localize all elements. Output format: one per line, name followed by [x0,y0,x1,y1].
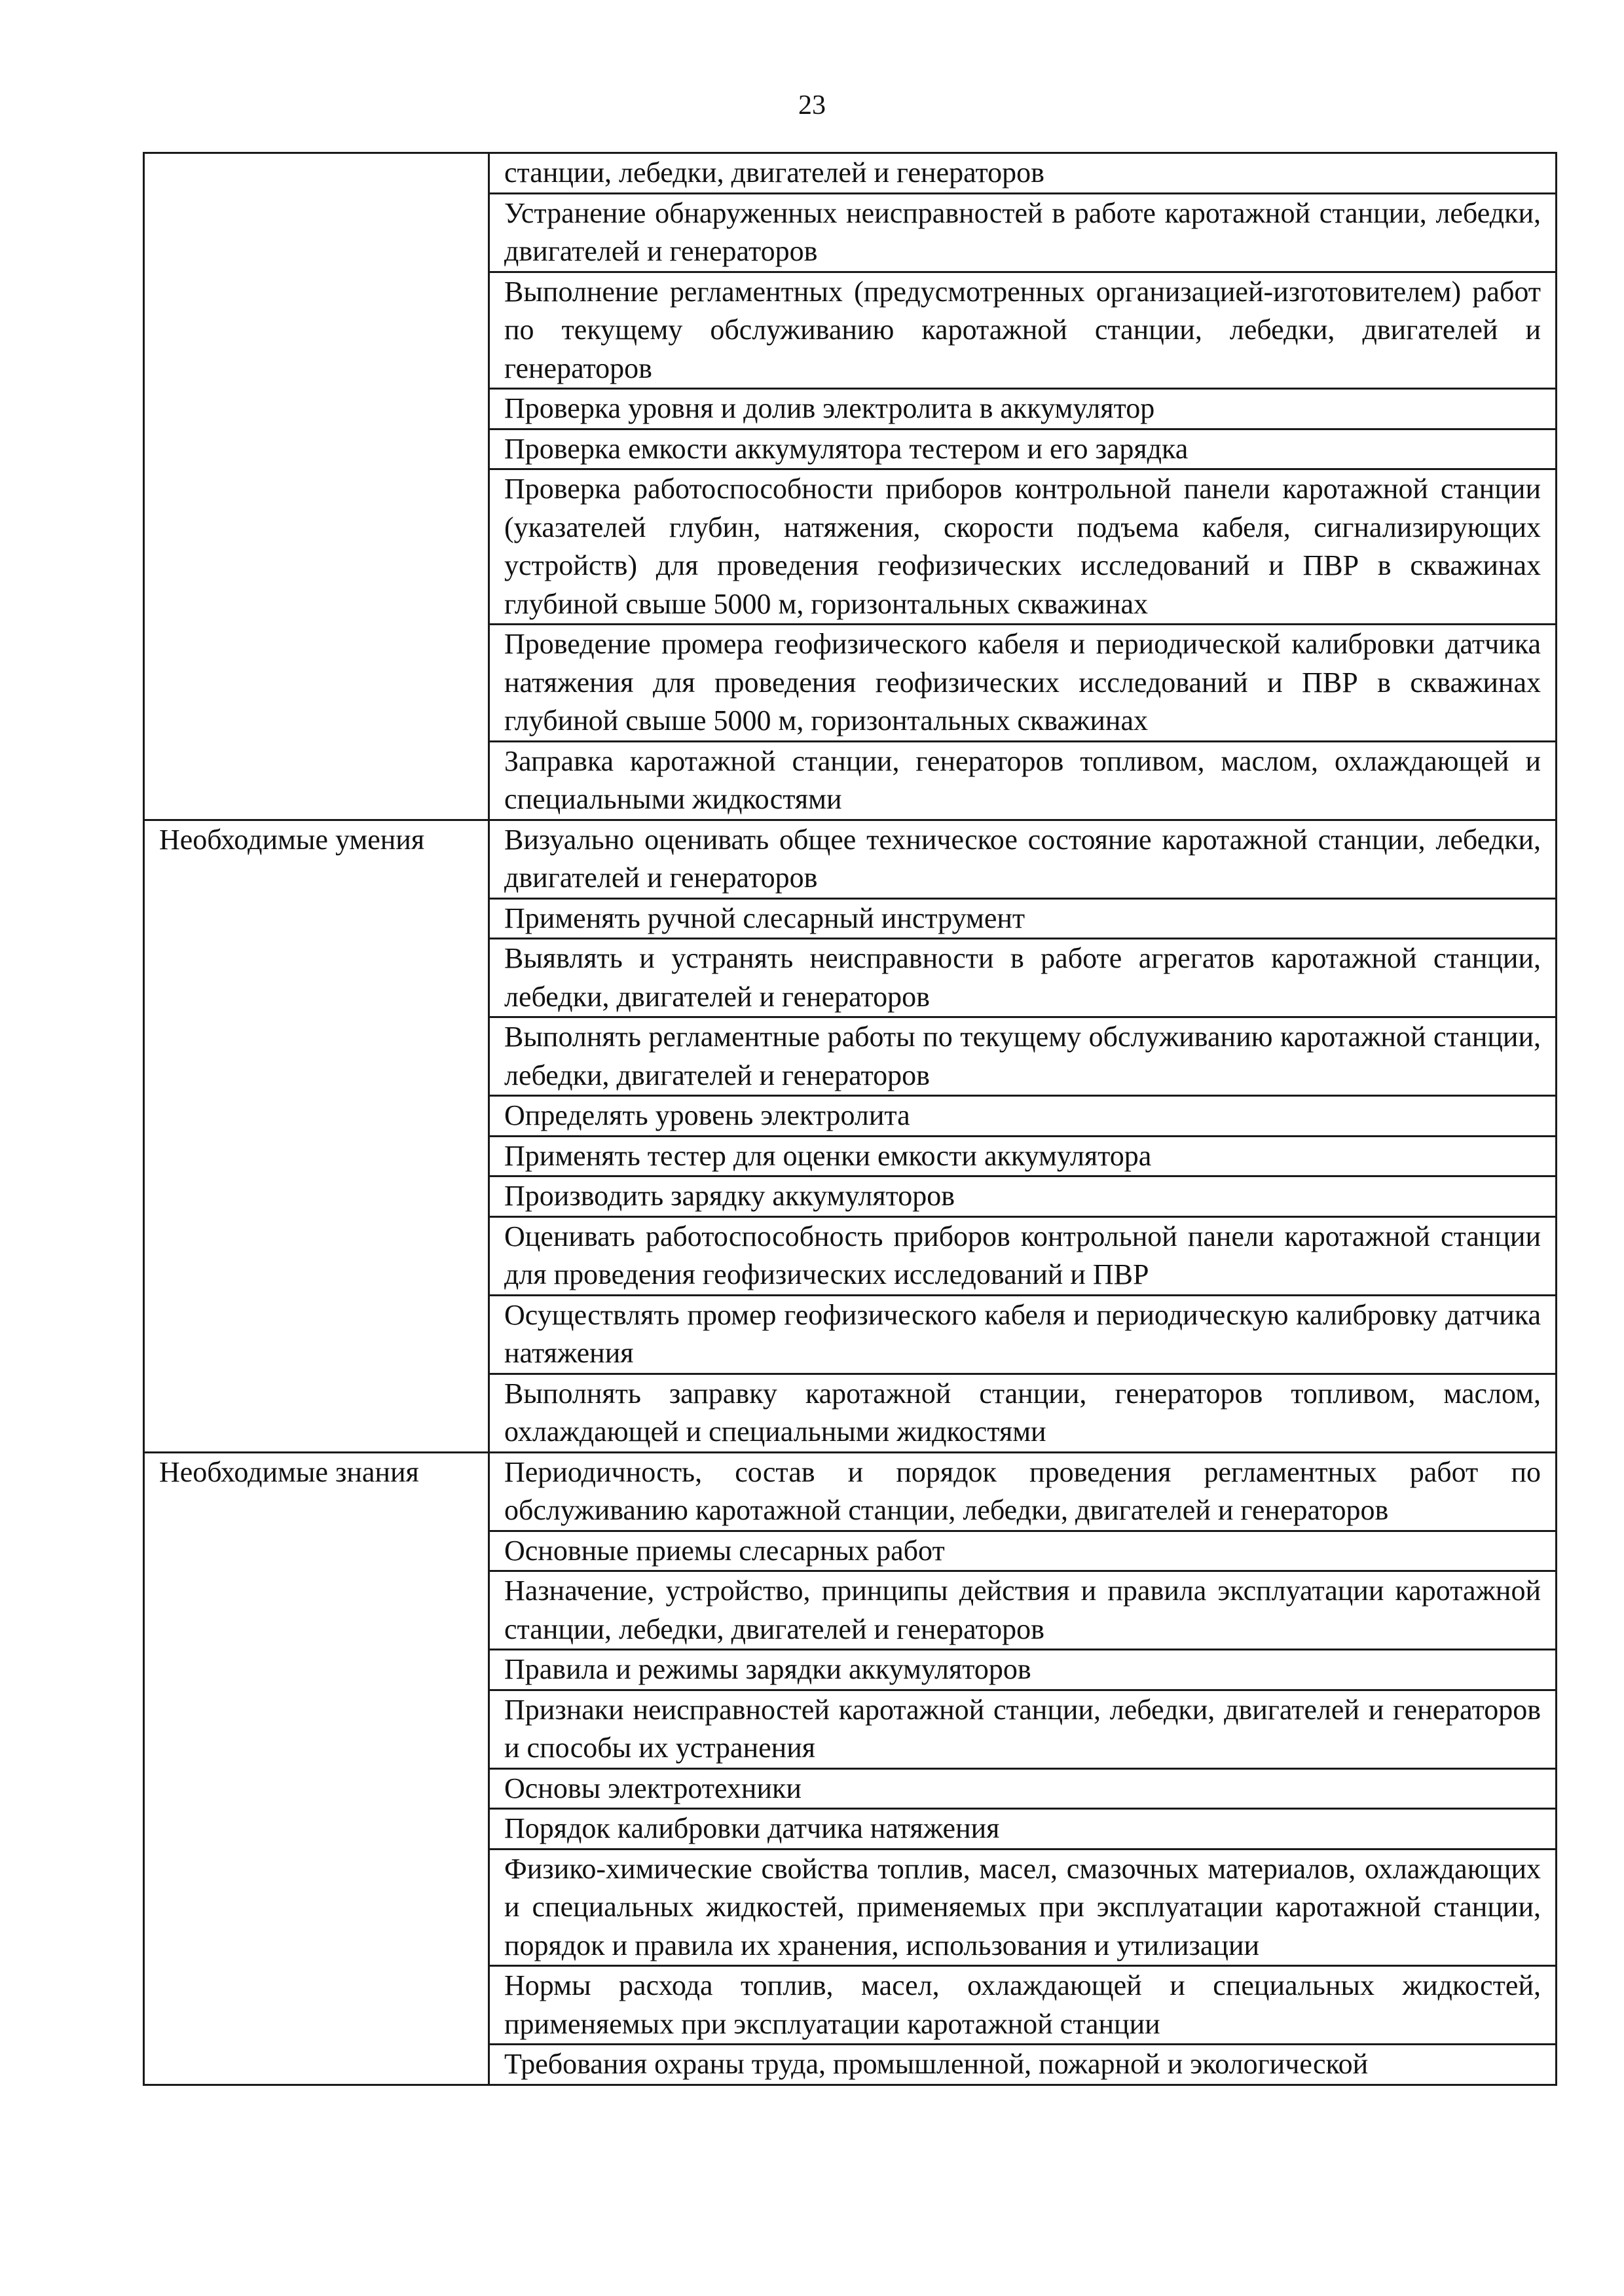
requirement-cell: Проверка уровня и долив электролита в аккумулятор [489,389,1557,429]
table-row [144,1452,1557,1531]
requirement-cell: Требования охраны труда, промышленной, пожарной и экологической [489,2045,1557,2085]
requirement-cell: Периодичность, состав и порядок проведения регламентных работ по обслуживанию каротажной станции, лебедки, двигателей и генераторов [489,1452,1557,1531]
requirement-cell: Правила и режимы зарядки аккумуляторов [489,1650,1557,1690]
section-label-cell: Необходимые умения [144,820,489,1452]
section-label-cell [144,153,489,820]
requirement-cell: Проверка емкости аккумулятора тестером и его зарядка [489,429,1557,469]
requirement-cell: Применять тестер для оценки емкости аккумулятора [489,1136,1557,1176]
requirement-cell: Устранение обнаруженных неисправностей в работе каротажной станции, лебедки, двигателей и генераторов [489,193,1557,272]
requirement-cell: Основные приемы слесарных работ [489,1531,1557,1571]
requirements-table-body [144,153,1557,2085]
requirement-cell: Определять уровень электролита [489,1096,1557,1137]
section-label-cell: Необходимые знания [144,1452,489,2085]
requirement-cell: Визуально оценивать общее техническое состояние каротажной станции, лебедки, двигателей и генераторов [489,820,1557,898]
requirement-cell: Порядок калибровки датчика натяжения [489,1809,1557,1850]
requirement-cell: Заправка каротажной станции, генераторов топливом, маслом, охлаждающей и специальными жидкостями [489,741,1557,820]
requirement-cell: Применять ручной слесарный инструмент [489,898,1557,939]
requirement-cell: Осуществлять промер геофизического кабеля и периодическую калибровку датчика натяжения [489,1295,1557,1374]
table-row [144,153,1557,194]
requirement-cell: Выполнять регламентные работы по текущему обслуживанию каротажной станции, лебедки, двигателей и генераторов [489,1017,1557,1096]
requirement-cell: Назначение, устройство, принципы действия и правила эксплуатации каротажной станции, лебедки, двигателей и генераторов [489,1571,1557,1650]
requirement-cell: Выполнение регламентных (предусмотренных организацией-изготовителем) работ по текущему обслуживанию каротажной станции, лебедки, двигателей и генераторов [489,272,1557,389]
requirements-table [143,152,1557,2086]
requirement-cell: Проведение промера геофизического кабеля и периодической калибровки датчика натяжения для проведения геофизических исследований и ПВР в скважинах глубиной свыше 5000 м, горизонтальных скважинах [489,625,1557,742]
requirement-cell: Основы электротехники [489,1768,1557,1809]
requirement-cell: Признаки неисправностей каротажной станции, лебедки, двигателей и генераторов и способы их устранения [489,1690,1557,1768]
table-row [144,820,1557,898]
requirement-cell: станции, лебедки, двигателей и генераторов [489,153,1557,194]
requirement-cell: Проверка работоспособности приборов контрольной панели каротажной станции (указателей глубин, натяжения, скорости подъема кабеля, сигнализирующих устройств) для проведения геофизических исследований и ПВР в скважинах глубиной свыше 5000 м, горизонтальных скважинах [489,469,1557,625]
requirement-cell: Нормы расхода топлив, масел, охлаждающей и специальных жидкостей, применяемых при эксплуатации каротажной станции [489,1966,1557,2045]
requirement-cell: Физико-химические свойства топлив, масел, смазочных материалов, охлаждающих и специальных жидкостей, применяемых при эксплуатации каротажной станции, порядок и правила их хранения, использования и утилизации [489,1849,1557,1966]
requirement-cell: Выявлять и устранять неисправности в работе агрегатов каротажной станции, лебедки, двигателей и генераторов [489,939,1557,1017]
page-number: 23 [798,90,826,120]
requirement-cell: Оценивать работоспособность приборов контрольной панели каротажной станции для проведения геофизических исследований и ПВР [489,1216,1557,1295]
requirement-cell: Производить зарядку аккумуляторов [489,1176,1557,1217]
requirement-cell: Выполнять заправку каротажной станции, генераторов топливом, маслом, охлаждающей и специальными жидкостями [489,1374,1557,1452]
